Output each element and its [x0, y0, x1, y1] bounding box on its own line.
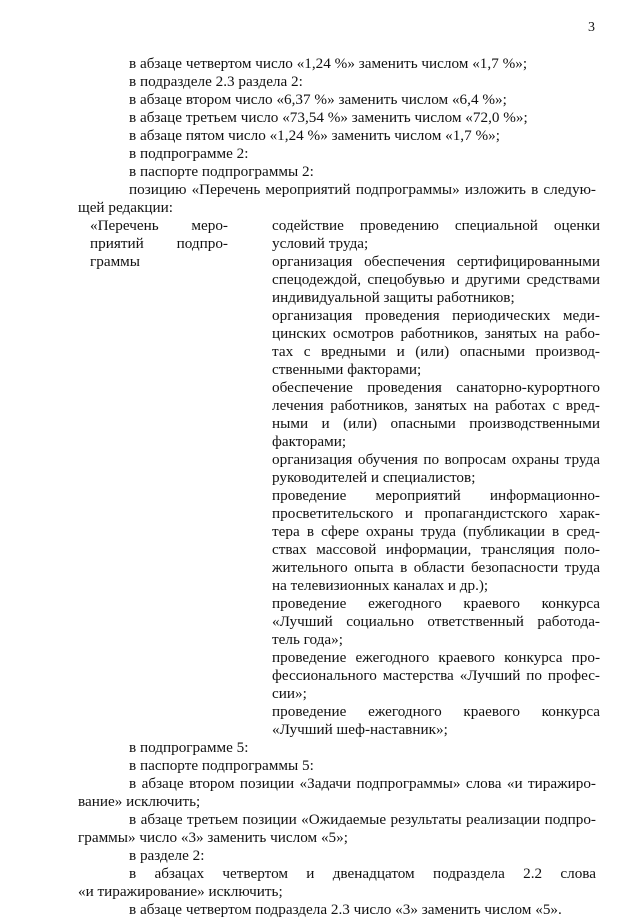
measure-item: [272, 595, 600, 649]
measure-line: проведение мероприятий информационно-: [272, 487, 600, 504]
paragraph: в абзаце четвертом число «1,24 %» заменить числом «1,7 %»;: [129, 55, 528, 72]
measure-line: тера в сфере охраны труда (публикации в сред-: [272, 523, 600, 540]
measure-line: руководителей и специалистов;: [272, 469, 476, 486]
measure-line: проведение ежегодного краевого конкурса: [272, 703, 600, 720]
measure-line: индивидуальной защиты работников;: [272, 289, 515, 306]
paragraph-line: в абзацах четвертом и двенадцатом подраздела 2.2 слова: [129, 865, 596, 882]
measure-line: сии»;: [272, 685, 307, 702]
paragraph: в подразделе 2.3 раздела 2:: [129, 73, 303, 90]
measure-item: [272, 379, 600, 451]
measure-line: ными и (или) опасными производственными: [272, 415, 600, 432]
position-label: [78, 217, 228, 739]
measure-line: организация обучения по вопросам охраны труда: [272, 451, 600, 468]
paragraph-line: «и тиражирование» исключить;: [78, 883, 283, 900]
measure-line: просветительского и пропагандистского харак-: [272, 505, 600, 522]
intro-paragraph-line: позицию «Перечень мероприятий подпрограммы» изложить в следую-: [129, 181, 596, 198]
paragraph: в абзаце третьем число «73,54 %» заменить числом «72,0 %»;: [129, 109, 528, 126]
measure-line: факторами;: [272, 433, 347, 450]
measure-line: фессионального мастерства «Лучший по профес-: [272, 667, 600, 684]
measure-item: [272, 703, 600, 739]
paragraph: в абзаце четвертом подраздела 2.3 число «3» заменить числом «5».: [129, 901, 562, 918]
measure-line: лечения работников, занятых на работах с вред-: [272, 397, 600, 414]
paragraph: в подпрограмме 5:: [129, 739, 249, 756]
paragraph: в паспорте подпрограммы 2:: [129, 163, 314, 180]
paragraph: в паспорте подпрограммы 5:: [129, 757, 314, 774]
measure-line: тах с вредными и (или) опасными производ-: [272, 343, 600, 360]
position-label-word: «Перечень: [90, 217, 159, 234]
position-label-line: [90, 235, 228, 253]
position-label-word: подпро-: [176, 235, 228, 252]
intro-paragraph-line: щей редакции:: [78, 199, 173, 216]
measure-line: тель года»;: [272, 631, 343, 648]
position-label-word: меро-: [191, 217, 228, 234]
measure-line: содействие проведению специальной оценки: [272, 217, 600, 234]
measure-line: проведение ежегодного краевого конкурса про-: [272, 649, 600, 666]
paragraph-line: граммы» число «3» заменить числом «5»;: [78, 829, 348, 846]
measure-line: «Лучший социально ответственный работода-: [272, 613, 600, 630]
measure-line: спецодеждой, спецобувью и другими средствами: [272, 271, 600, 288]
paragraph-line: в абзаце третьем позиции «Ожидаемые результаты реализации подпро-: [129, 811, 596, 828]
position-label-line: граммы: [90, 253, 140, 270]
paragraph-line: вание» исключить;: [78, 793, 201, 810]
measure-line: ствах массовой информации, трансляция поло-: [272, 541, 600, 558]
measure-item: [272, 487, 600, 595]
measure-line: ственными факторами;: [272, 361, 422, 378]
measure-item: [272, 451, 600, 487]
position-label-word: приятий: [90, 235, 144, 252]
measure-line: на телевизионных каналах и др.);: [272, 577, 489, 594]
measures-block: [78, 217, 600, 739]
measure-item: [272, 217, 600, 253]
paragraph-line: в абзаце втором позиции «Задачи подпрограммы» слова «и тиражиро-: [129, 775, 596, 792]
paragraph: в разделе 2:: [129, 847, 205, 864]
paragraph: в абзаце втором число «6,37 %» заменить числом «6,4 %»;: [129, 91, 507, 108]
measure-line: проведение ежегодного краевого конкурса: [272, 595, 600, 612]
measure-line: организация проведения периодических меди-: [272, 307, 600, 324]
measure-line: условий труда;: [272, 235, 369, 252]
measure-item: [272, 307, 600, 379]
paragraph: в абзаце пятом число «1,24 %» заменить числом «1,7 %»;: [129, 127, 500, 144]
measure-line: обеспечение проведения санаторно-курортного: [272, 379, 600, 396]
page-number: 3: [588, 20, 595, 35]
paragraph: в подпрограмме 2:: [129, 145, 249, 162]
measure-line: «Лучший шеф-наставник»;: [272, 721, 448, 738]
measure-line: жительного опыта в области безопасности труда: [272, 559, 600, 576]
measure-item: [272, 649, 600, 703]
document-body: [78, 55, 600, 919]
measure-line: организация обеспечения сертифицированными: [272, 253, 600, 270]
measures-list: [272, 217, 600, 739]
position-label-line: [90, 217, 228, 235]
measure-item: [272, 253, 600, 307]
measure-line: цинских осмотров работников, занятых на рабо-: [272, 325, 600, 342]
